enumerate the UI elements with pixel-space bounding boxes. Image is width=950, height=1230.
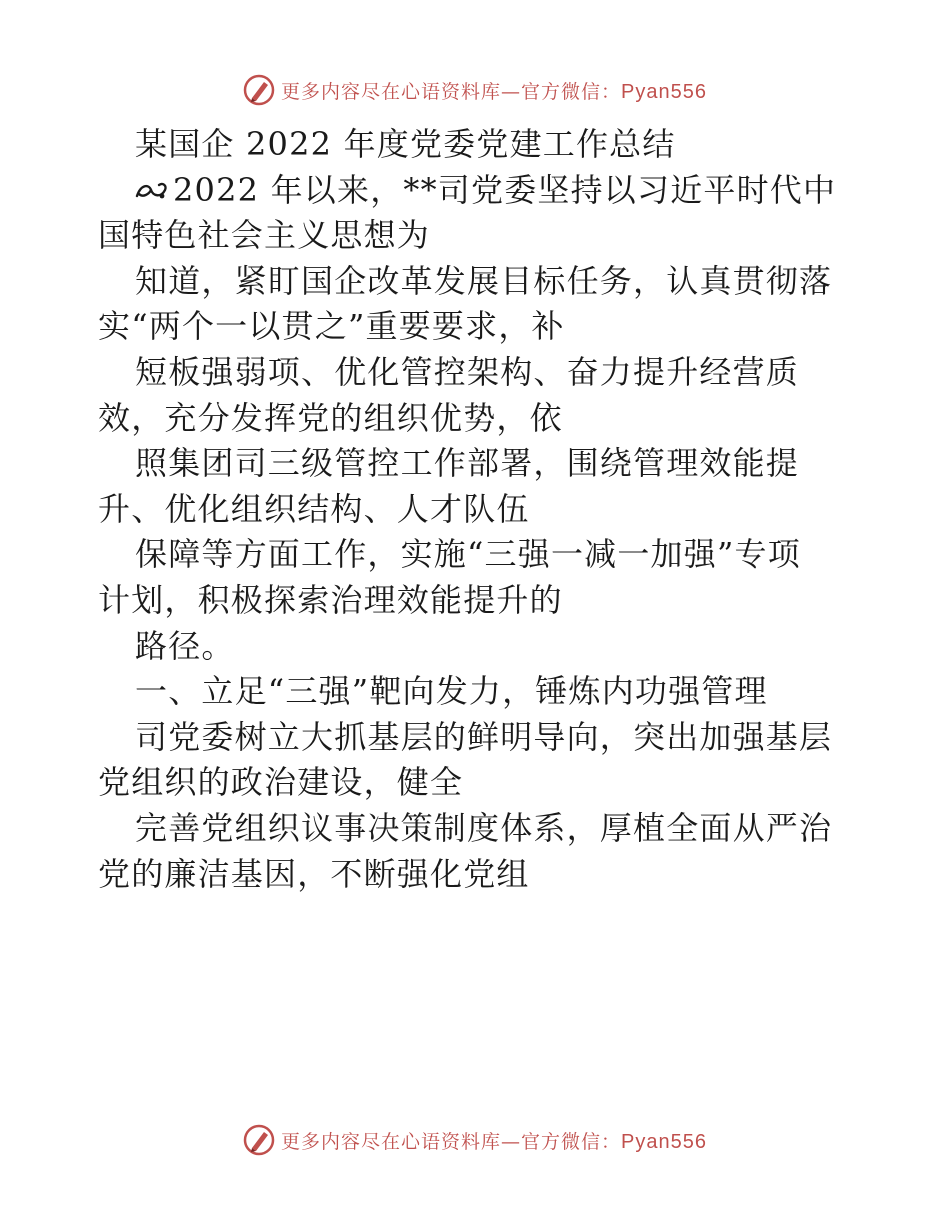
text-line-content: 保障等方面工作，实施“三强一减一加强”专项 — [135, 535, 801, 574]
text-line — [98, 669, 868, 715]
fleuron-ornament-icon — [135, 176, 171, 204]
text-line — [98, 532, 868, 578]
text-line — [98, 350, 868, 396]
text-line-content: 2022 年以来，**司党委坚持以习近平时代中 — [173, 170, 837, 209]
text-line — [98, 441, 868, 487]
footer-banner-text: 更多内容尽在心语资料库—官方微信：Pyan556 — [281, 1130, 707, 1153]
header-banner — [0, 70, 950, 110]
header-banner-text: 更多内容尽在心语资料库—官方微信：Pyan556 — [281, 80, 707, 103]
text-line-content: 一、立足“三强”靶向发力，锤炼内功强管理 — [135, 672, 768, 711]
text-line-content: 计划，积极探索治理效能提升的 — [98, 580, 563, 619]
text-line-content: 实“两个一以贯之”重要要求，补 — [98, 307, 565, 346]
text-line — [98, 715, 868, 761]
text-line — [98, 760, 868, 806]
text-line-content: 某国企 2022 年度党委党建工作总结 — [135, 125, 676, 163]
text-line-content: 路径。 — [135, 626, 235, 665]
pen-logo-icon — [243, 74, 275, 106]
text-line — [98, 168, 868, 214]
text-line-content: 党的廉洁基因，不断强化党组 — [98, 854, 530, 893]
text-line — [98, 578, 868, 624]
pen-logo-icon — [243, 1124, 275, 1156]
text-line — [98, 122, 868, 168]
text-line — [98, 852, 868, 898]
text-line — [98, 487, 868, 533]
text-line-content: 升、优化组织结构、人才队伍 — [98, 489, 530, 528]
text-line — [98, 806, 868, 852]
footer-banner — [0, 1120, 950, 1160]
text-line-content: 知道，紧盯国企改革发展目标任务，认真贯彻落 — [135, 261, 833, 300]
text-line-content: 国特色社会主义思想为 — [98, 216, 431, 255]
text-line — [98, 304, 868, 350]
document-body — [98, 122, 868, 897]
text-line-content: 党组织的政治建设，健全 — [98, 763, 464, 802]
text-line — [98, 396, 868, 442]
text-line-content: 效，充分发挥党的组织优势，依 — [98, 398, 563, 437]
text-line-content: 司党委树立大抓基层的鲜明导向，突出加强基层 — [135, 717, 833, 756]
text-line — [98, 624, 868, 670]
text-line-content: 照集团司三级管控工作部署，围绕管理效能提 — [135, 444, 800, 483]
text-line — [98, 259, 868, 305]
text-line-content: 完善党组织议事决策制度体系，厚植全面从严治 — [135, 808, 833, 847]
text-line-content: 短板强弱项、优化管控架构、奋力提升经营质 — [135, 352, 800, 391]
text-line — [98, 213, 868, 259]
